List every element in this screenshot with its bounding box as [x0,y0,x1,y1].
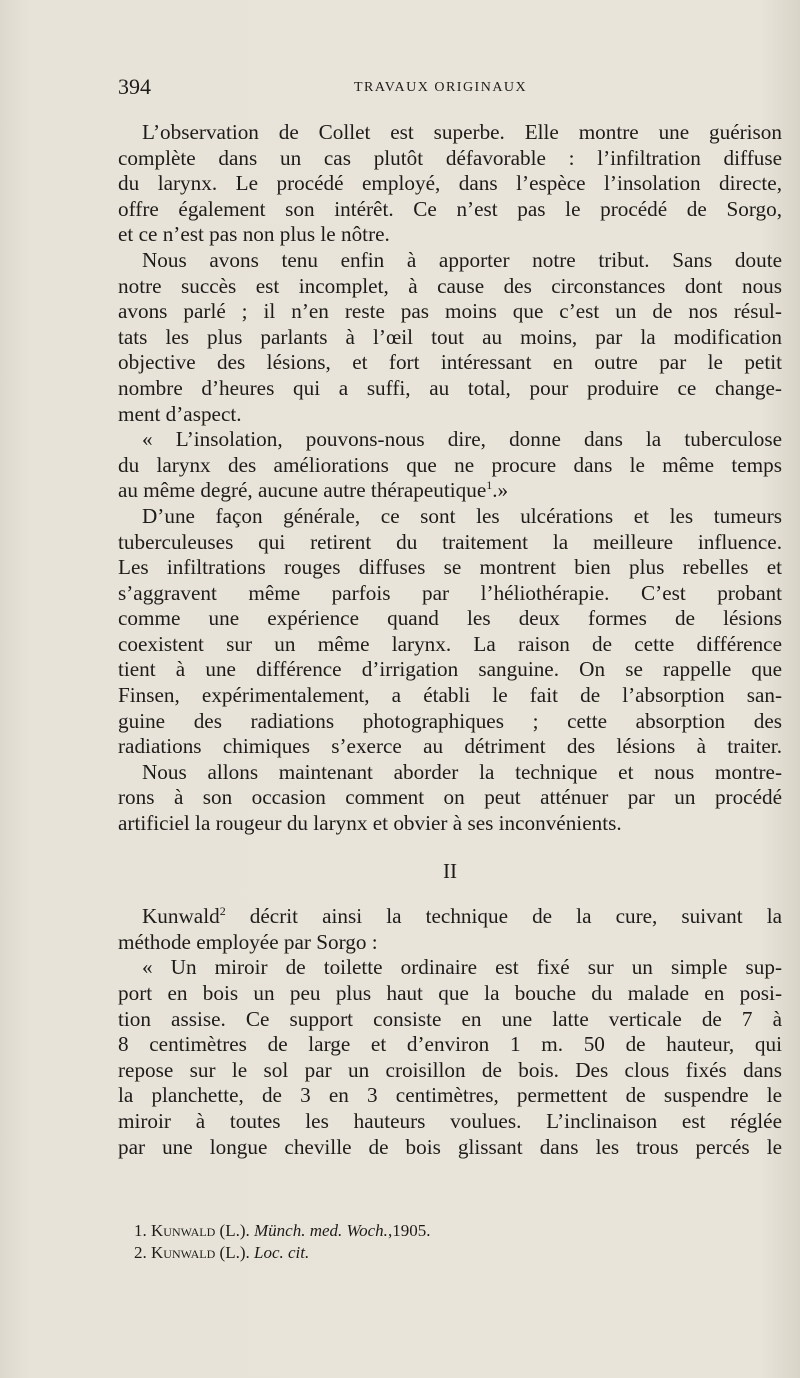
text-line: radiations chimiques s’exerce au détriment des lésions à traiter. [118,734,782,759]
text-line: Les infiltrations rouges diffuses se montrent bien plus rebelles et [118,555,782,580]
text-line: tuberculeuses qui retirent du traitement la meilleure influence. [118,529,782,554]
footnote-number: 1. [134,1221,147,1240]
text-line: et ce n’est pas non plus le nôtre. [118,222,390,247]
text-line: du larynx. Le procédé employé, dans l’espèce l’insolation directe, [118,171,782,196]
text-line: notre succès est incomplet, à cause des circonstances dont nous [118,273,782,298]
text-line: méthode employée par Sorgo : [118,929,378,954]
text-line: avons parlé ; il n’en reste pas moins que c’est un de nos résul- [118,299,782,324]
text-line: tient à une différence d’irrigation sanguine. On se rappelle que [118,657,782,682]
section-number: II [442,858,458,883]
footnote-author: Kunwald [151,1221,216,1240]
text-span: Kunwald [142,904,220,929]
footnote-ref: 2 [219,904,226,919]
text-line: D’une façon générale, ce sont les ulcérations et les tumeurs [142,503,782,528]
text-line [118,904,782,930]
text-line: comme une expérience quand les deux formes de lésions [118,606,782,631]
page-number: 394 [118,74,151,99]
text-line: Nous avons tenu enfin à apporter notre tribut. Sans doute [142,247,782,272]
footnote [134,1220,774,1242]
text-line: nombre d’heures qui a suffi, au total, pour produire ce change- [118,375,782,400]
text-line: « L’insolation, pouvons-nous dire, donne dans la tuberculose [142,427,782,452]
text-line: port en bois un peu plus haut que la bouche du malade en posi- [118,981,782,1005]
text-span: décrit ainsi la technique de la cure, suivant la [249,904,783,929]
text-line: tats les plus parlants à l’œil tout au moins, par la modification [118,324,782,349]
text-line: Finsen, expérimentalement, a établi le fait de l’absorption san- [118,683,782,708]
text-span: au même degré, aucune autre thérapeutique [118,478,487,503]
footnote-title: Loc. cit. [254,1243,310,1262]
footnote-initial: (L.). [219,1221,250,1240]
footnote-author: Kunwald [151,1243,216,1262]
text-line: repose sur le sol par un croisillon de bois. Des clous fixés dans [118,1057,782,1082]
text-line: objective des lésions, et fort intéressant en outre par le petit [118,350,782,375]
page-header [118,74,780,104]
text-line: miroir à toutes les hauteurs voulues. L’inclinaison est réglée [118,1108,782,1133]
text-line: s’aggravent même parfois par l’héliothérapie. C’est probant [118,580,782,605]
text-line: artificiel la rougeur du larynx et obvier à ses inconvénients. [118,811,622,836]
footnote-title: Münch. med. Woch. [254,1221,388,1240]
quote-close: .» [492,478,509,503]
footnote [134,1242,774,1264]
text-line: offre également son intérêt. Ce n’est pas le procédé de Sorgo, [118,196,782,221]
body-text [118,120,782,1160]
text-line: guine des radiations photographiques ; cette absorption des [118,708,782,733]
text-line: L’observation de Collet est superbe. Elle montre une guérison [142,120,782,144]
text-line: coexistent sur un même larynx. La raison de cette différence [118,631,782,656]
text-line: Nous allons maintenant aborder la technique et nous montre- [142,759,782,784]
text-line: rons à son occasion comment on peut atténuer par un procédé [118,785,782,810]
text-line: du larynx des améliorations que ne procure dans le même temps [118,452,782,477]
footnote-initial: (L.). [219,1243,250,1262]
text-line [118,478,782,504]
text-line: la planchette, de 3 en 3 centimètres, permettent de suspendre le [118,1083,782,1108]
footnotes [134,1220,774,1264]
footnote-ref: 1 [486,478,493,493]
text-line: « Un miroir de toilette ordinaire est fixé sur un simple sup- [142,955,782,980]
text-line: par une longue cheville de bois glissant dans les trous percés le [118,1134,782,1159]
text-line: tion assise. Ce support consiste en une latte verticale de 7 à [118,1006,782,1031]
footnote-number: 2. [134,1243,147,1262]
text-line: 8 centimètres de large et d’environ 1 m. 50 de hauteur, qui [118,1032,782,1057]
text-line: ment d’aspect. [118,401,242,426]
text-line: complète dans un cas plutôt défavorable : l’infiltration diffuse [118,145,782,170]
running-head: TRAVAUX ORIGINAUX [354,80,528,95]
footnote-year: ,1905. [387,1221,431,1240]
